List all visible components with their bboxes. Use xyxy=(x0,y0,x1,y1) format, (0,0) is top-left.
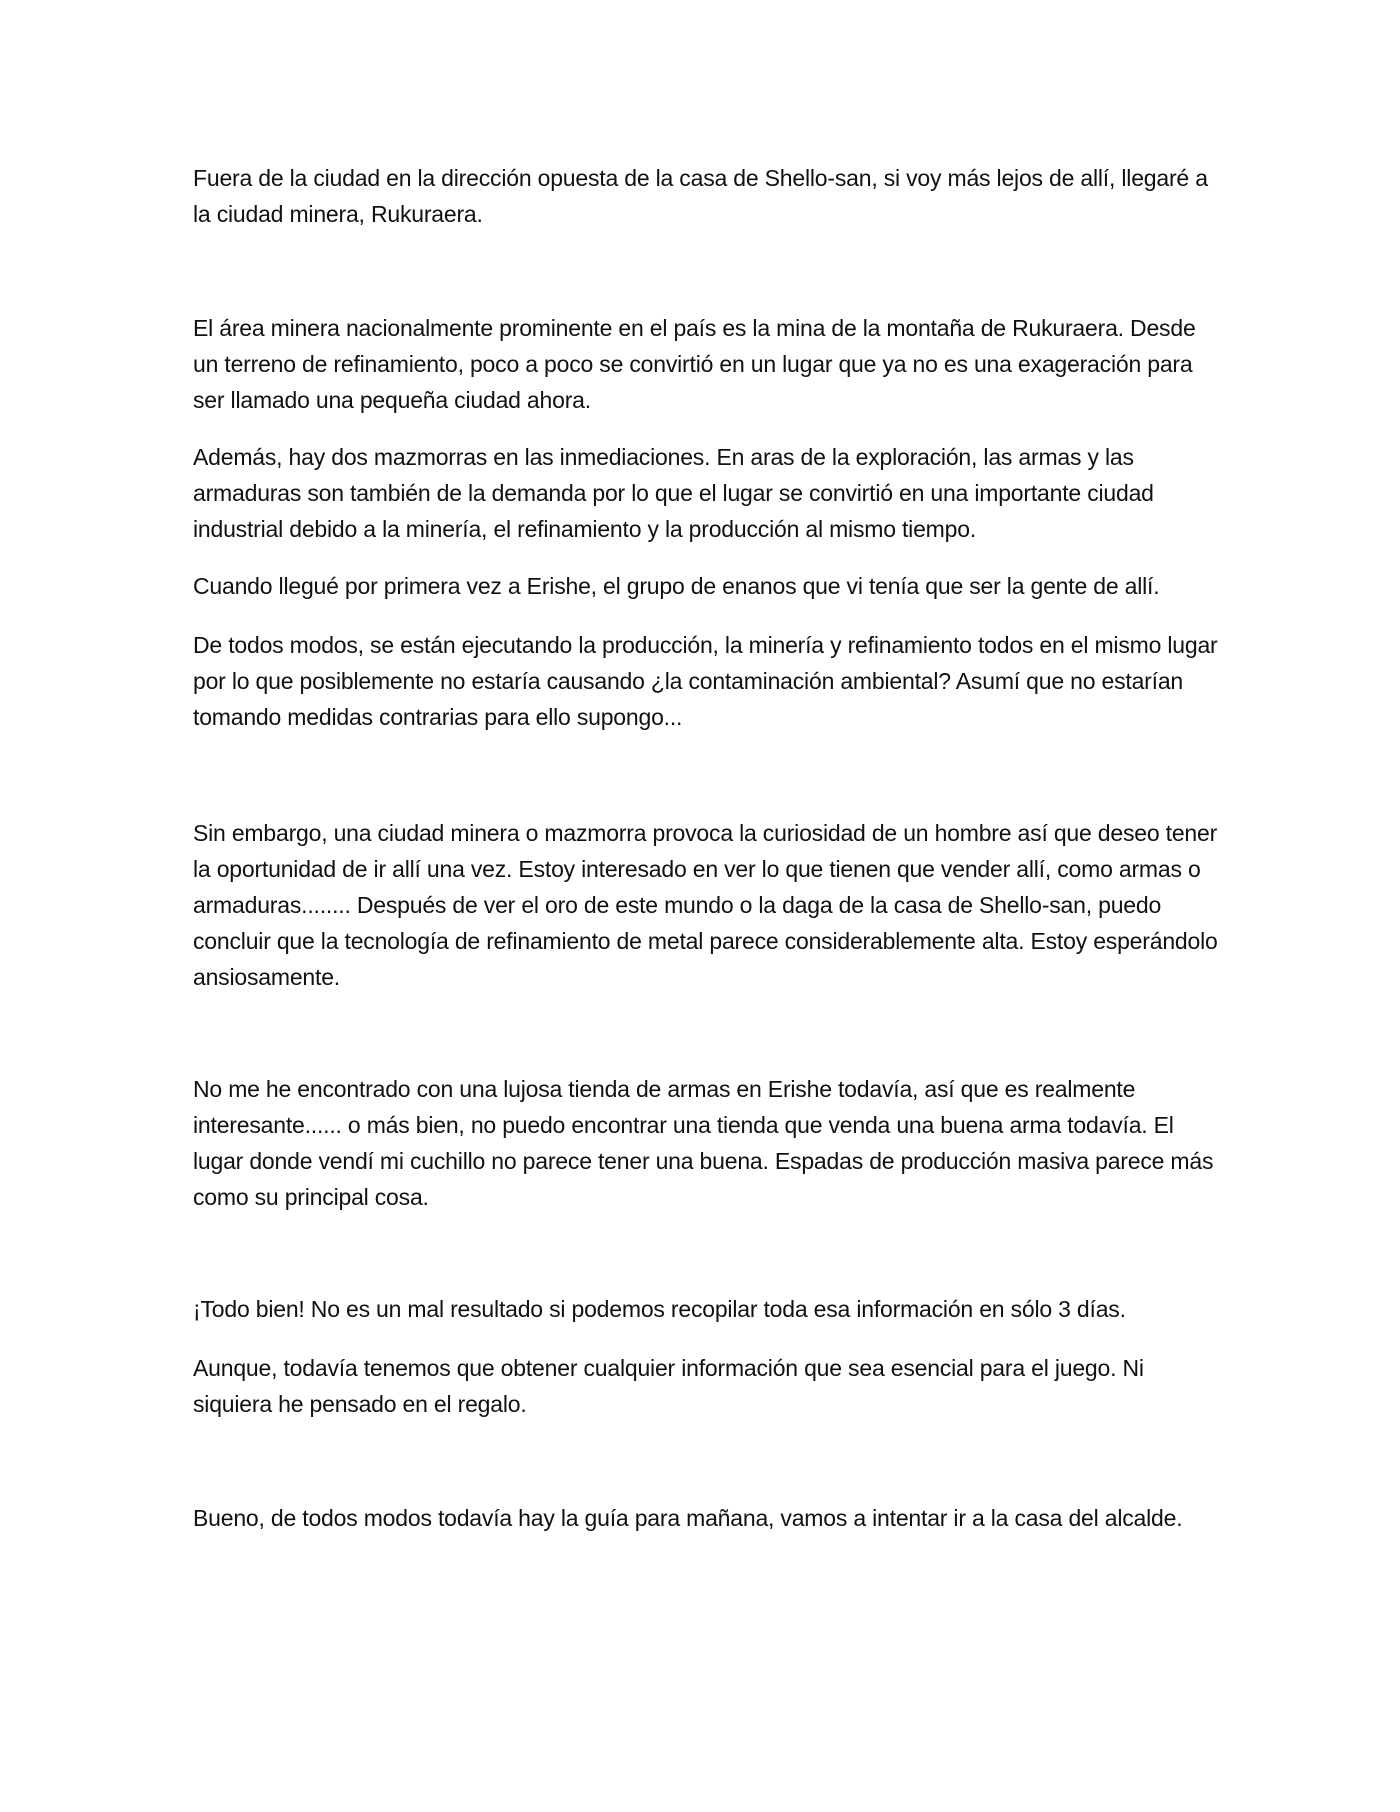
paragraph-4: Cuando llegué por primera vez a Erishe, el grupo de enanos que vi tenía que ser la gente de allí. xyxy=(193,573,1160,599)
paragraph-8: ¡Todo bien! No es un mal resultado si podemos recopilar toda esa información en sólo 3 días. xyxy=(193,1296,1126,1322)
paragraph-7: No me he encontrado con una lujosa tienda de armas en Erishe todavía, así que es realmente interesante...... o más bien, no puedo encontrar una tienda que venda una buena arma todavía. El lugar donde vendí mi cuchillo no parece tener una buena. Espadas de producción masiva parece más como su principal cosa. xyxy=(193,1076,1214,1210)
paragraph-6: Sin embargo, una ciudad minera o mazmorra provoca la curiosidad de un hombre así que deseo tener la oportunidad de ir allí una vez. Estoy interesado en ver lo que tienen que vender allí, como armas o armaduras........ Después de ver el oro de este mundo o la daga de la casa de Shello-san, puedo concluir que la tecnología de refinamiento de metal parece considerablemente alta. Estoy esperándolo ansiosamente. xyxy=(193,820,1218,990)
paragraph-2: El área minera nacionalmente prominente en el país es la mina de la montaña de Rukuraera. Desde un terreno de refinamiento, poco a poco se convirtió en un lugar que ya no es una exageración para ser llamado una pequeña ciudad ahora. xyxy=(193,315,1196,413)
paragraph-10: Bueno, de todos modos todavía hay la guía para mañana, vamos a intentar ir a la casa del alcalde. xyxy=(193,1505,1183,1531)
paragraph-9: Aunque, todavía tenemos que obtener cualquier información que sea esencial para el juego. Ni siquiera he pensado en el regalo. xyxy=(193,1355,1144,1417)
paragraph-5: De todos modos, se están ejecutando la producción, la minería y refinamiento todos en el mismo lugar por lo que posiblemente no estaría causando ¿la contaminación ambiental? Asumí que no estarían tomando medidas contrarias para ello supongo... xyxy=(193,632,1218,730)
paragraph-1: Fuera de la ciudad en la dirección opuesta de la casa de Shello-san, si voy más lejos de allí, llegaré a la ciudad minera, Rukuraera. xyxy=(193,165,1208,227)
paragraph-3: Además, hay dos mazmorras en las inmediaciones. En aras de la exploración, las armas y las armaduras son también de la demanda por lo que el lugar se convirtió en una importante ciudad industrial debido a la minería, el refinamiento y la producción al mismo tiempo. xyxy=(193,444,1154,542)
